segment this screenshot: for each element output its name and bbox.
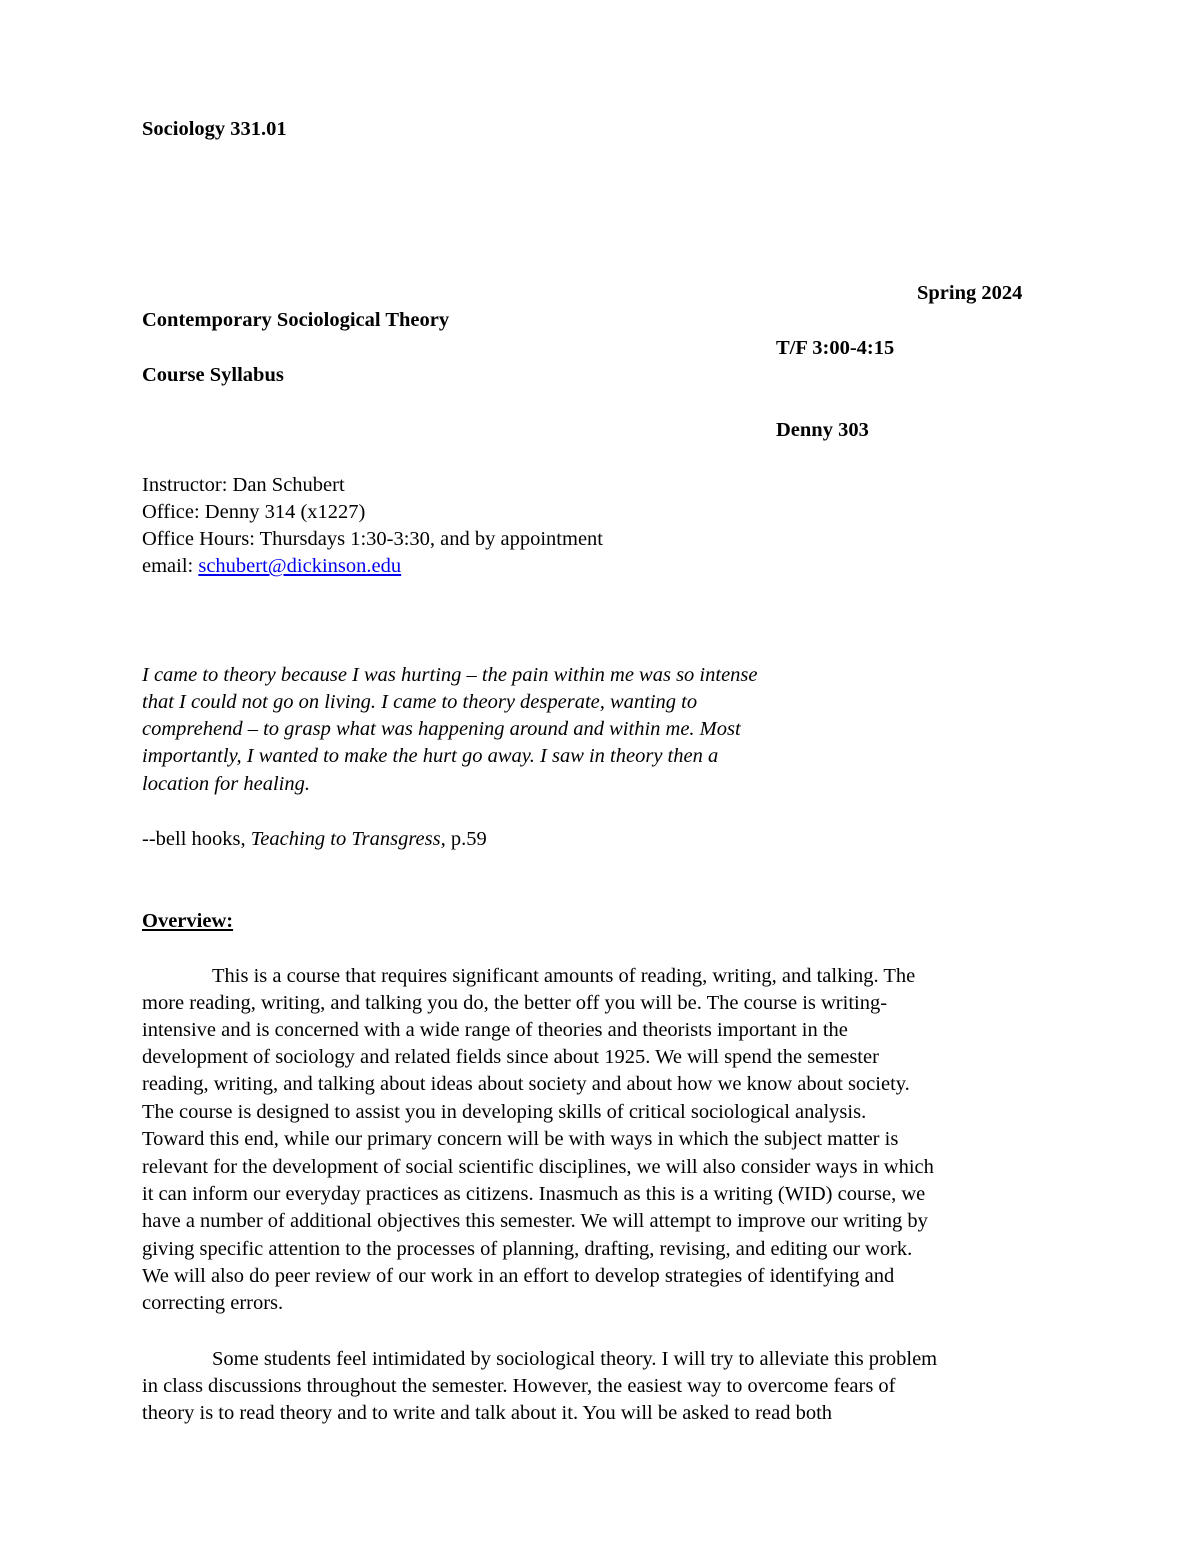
paragraph-line: more reading, writing, and talking you do, the better off you will be. The course is writing- (142, 992, 888, 1014)
course-number: Sociology 331.01 (142, 118, 287, 140)
paragraph-line: development of sociology and related fields since about 1925. We will spend the semester (142, 1046, 879, 1068)
epigraph-line: I came to theory because I was hurting – the pain within me was so intense (142, 664, 758, 686)
paragraph-line: have a number of additional objectives this semester. We will attempt to improve our writing by (142, 1210, 928, 1232)
paragraph-line: correcting errors. (142, 1292, 284, 1314)
meeting-time: T/F 3:00-4:15 (776, 337, 895, 359)
paragraph-line: theory is to read theory and to write and talk about it. You will be asked to read both (142, 1402, 833, 1424)
office-hours: Office Hours: Thursdays 1:30-3:30, and by appointment (142, 528, 603, 550)
course-title: Contemporary Sociological Theory (142, 309, 450, 331)
paragraph-line: Some students feel intimidated by sociological theory. I will try to alleviate this problem (212, 1348, 938, 1370)
paragraph-line: We will also do peer review of our work in an effort to develop strategies of identifying and (142, 1265, 895, 1287)
epigraph-line: importantly, I wanted to make the hurt go away. I saw in theory then a (142, 745, 719, 767)
overview-heading: Overview: (142, 910, 234, 932)
epigraph-line: that I could not go on living. I came to theory desperate, wanting to (142, 691, 698, 713)
instructor-office: Office: Denny 314 (x1227) (142, 501, 366, 523)
paragraph-line: in class discussions throughout the semester. However, the easiest way to overcome fears of (142, 1375, 896, 1397)
attribution-suffix: p.59 (445, 828, 487, 850)
email-link[interactable]: schubert@dickinson.edu (198, 555, 402, 577)
paragraph-line: The course is designed to assist you in developing skills of critical sociological analysis. (142, 1101, 867, 1123)
epigraph-attribution (142, 826, 487, 853)
paragraph-line: This is a course that requires significant amounts of reading, writing, and talking. The (212, 965, 916, 987)
epigraph-line: location for healing. (142, 773, 310, 795)
document-type: Course Syllabus (142, 364, 284, 386)
paragraph-line: reading, writing, and talking about ideas about society and about how we know about society. (142, 1073, 910, 1095)
email-line (142, 553, 401, 580)
paragraph-line: relevant for the development of social scientific disciplines, we will also consider ways in which (142, 1156, 934, 1178)
attribution-title: Teaching to Transgress, (250, 828, 446, 850)
email-label: email: (142, 555, 199, 577)
attribution-prefix: --bell hooks, (142, 828, 251, 850)
term: Spring 2024 (917, 282, 1023, 304)
paragraph-line: giving specific attention to the processes of planning, drafting, revising, and editing our work. (142, 1238, 913, 1260)
paragraph-line: Toward this end, while our primary concern will be with ways in which the subject matter is (142, 1128, 899, 1150)
instructor-name: Instructor: Dan Schubert (142, 474, 345, 496)
room: Denny 303 (776, 419, 869, 441)
epigraph-line: comprehend – to grasp what was happening around and within me. Most (142, 718, 741, 740)
paragraph-line: intensive and is concerned with a wide range of theories and theorists important in the (142, 1019, 848, 1041)
paragraph-line: it can inform our everyday practices as citizens. Inasmuch as this is a writing (WID) course, we (142, 1183, 926, 1205)
